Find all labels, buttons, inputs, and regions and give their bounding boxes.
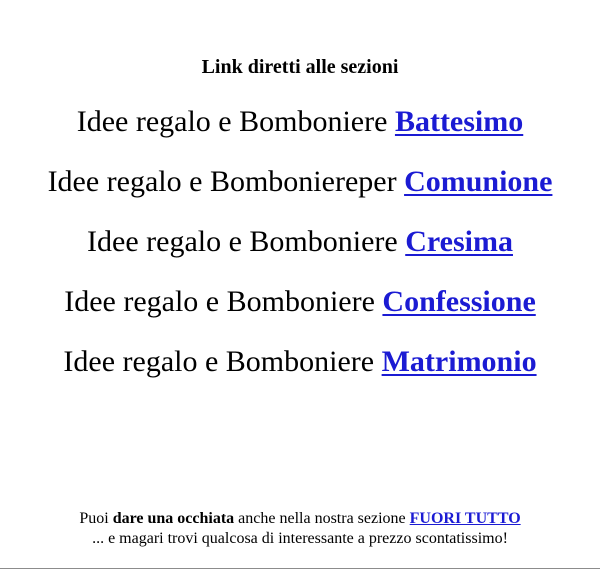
section-line-confessione [0,284,600,320]
link-cresima[interactable]: Cresima [405,225,513,258]
link-fuori-tutto[interactable]: FUORI TUTTO [409,510,521,527]
section-line-text: Idee regalo e Bomboniereper [47,165,405,198]
section-line-text: Idee regalo e Bomboniere [87,225,406,258]
section-line-battesimo [0,104,600,140]
section-line-text: Idee regalo e Bomboniere [64,285,383,318]
section-line-matrimonio [0,344,600,380]
link-confessione[interactable]: Confessione [382,285,536,318]
footer-text-middle: anche nella nostra sezione [234,510,410,527]
link-matrimonio[interactable]: Matrimonio [381,345,537,378]
section-line-comunione [0,164,600,200]
footer-bold-text: dare una occhiata [112,510,235,527]
footer-note [0,509,600,549]
section-line-text: Idee regalo e Bomboniere [76,105,395,138]
footer-line-1 [0,509,600,529]
link-battesimo[interactable]: Battesimo [394,105,524,138]
section-links-heading: Link diretti alle sezioni [201,56,399,78]
bottom-divider [0,568,600,569]
section-line-cresima [0,224,600,260]
link-comunione[interactable]: Comunione [404,165,553,198]
footer-line-2: ... e magari trovi qualcosa di interessante a prezzo scontatissimo! [92,530,508,547]
footer-text-start: Puoi [79,510,113,527]
section-line-text: Idee regalo e Bomboniere [63,345,382,378]
